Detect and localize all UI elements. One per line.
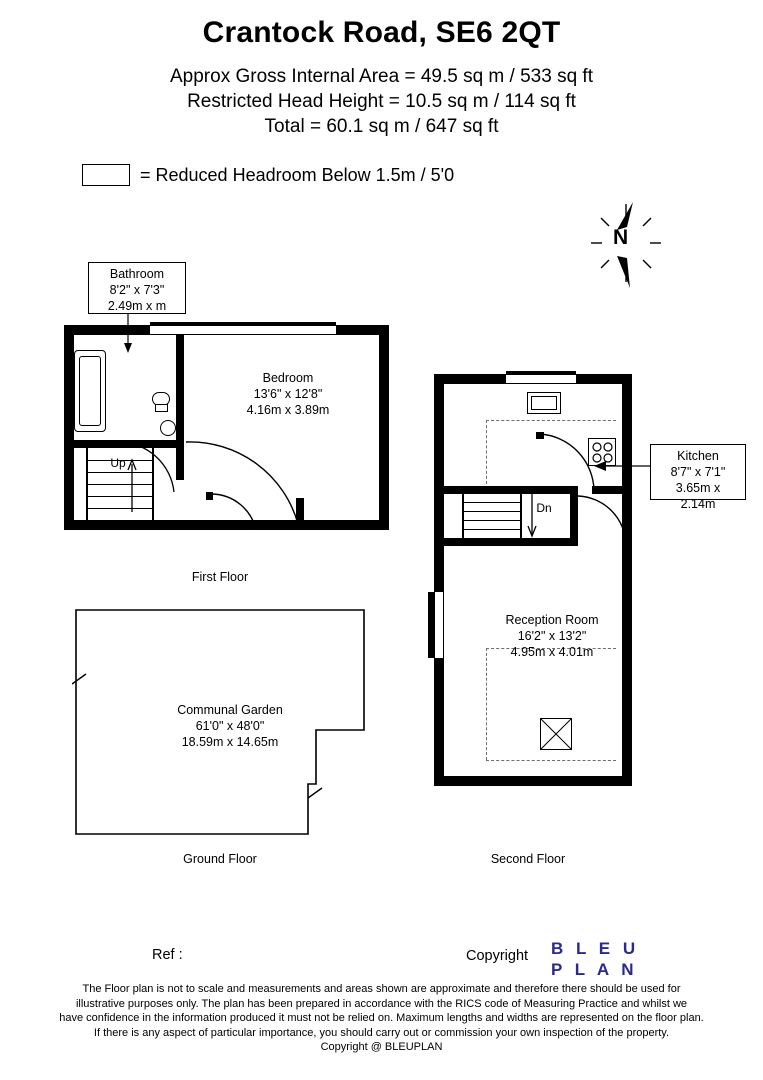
wall2-stair-bottom	[444, 538, 578, 546]
stair-direction-down: Dn	[536, 501, 552, 515]
brand-logo	[551, 938, 639, 980]
entrance-door-swing-icon	[204, 492, 262, 534]
window-bedroom	[150, 325, 336, 335]
caption-second-floor: Second Floor	[490, 852, 566, 866]
room-label-reception	[462, 612, 642, 660]
callout-kitchen	[650, 444, 746, 511]
area-line-total: Total = 60.1 sq m / 647 sq ft	[264, 116, 499, 137]
fireplace-cross-icon	[540, 718, 572, 750]
kitchen-name: Kitchen	[677, 449, 719, 463]
wall2-right	[622, 374, 632, 786]
wall-bedroom-door-jamb	[296, 498, 304, 530]
window-reception	[434, 592, 444, 658]
area-line-restricted: Restricted Head Height = 10.5 sq m / 114 sq ft	[187, 91, 576, 112]
kitchen-units-dash-left	[486, 420, 487, 484]
disclaimer	[0, 982, 763, 1055]
washbasin-fixture	[160, 420, 176, 436]
reception-name: Reception Room	[505, 613, 599, 627]
kitchen-sink-bowl	[531, 396, 557, 410]
brand-line-1: B L E U	[551, 939, 640, 958]
legend	[82, 164, 454, 186]
disclaimer-line-4: If there is any aspect of particular importance, you should carry out or commission your own inspection of the property.	[93, 1026, 670, 1039]
kitchen-metric: 3.65m x 2.14m	[675, 481, 721, 511]
page-title: Crantock Road, SE6 2QT	[202, 16, 561, 49]
disclaimer-line-5: Copyright @ BLEUPLAN	[320, 1041, 443, 1053]
disclaimer-line-2: illustrative purposes only. The plan has been prepared in accordance with the RICS code of Measuring Practice and whilst we	[75, 997, 688, 1010]
ref-label: Ref :	[152, 947, 183, 963]
reception-headroom-dash-bottom	[486, 760, 616, 761]
wall2-left-upper	[434, 374, 444, 500]
bathroom-name: Bathroom	[109, 267, 165, 281]
bathtub-inner	[79, 356, 101, 426]
kitchen-imperial: 8'7" x 7'1"	[670, 465, 726, 479]
bathroom-imperial: 8'2" x 7'3"	[109, 283, 165, 297]
legend-label: = Reduced Headroom Below 1.5m / 5'0	[140, 164, 455, 185]
reception-metric: 4.95m x 4.01m	[510, 645, 594, 659]
bathroom-metric: 2.49m x m	[107, 299, 167, 313]
compass-north-icon	[586, 200, 666, 290]
disclaimer-line-1: The Floor plan is not to scale and measurements and areas shown are approximate and therefore there should be used for	[82, 983, 681, 995]
kitchen-units-dash-top	[486, 420, 616, 421]
copyright-label: Copyright	[466, 948, 529, 964]
reception-headroom-dash-left	[486, 648, 487, 760]
wall2-lobby-top	[592, 486, 622, 494]
wall-left	[64, 325, 74, 530]
area-line-gross: Approx Gross Internal Area = 49.5 sq m / 533 sq ft	[170, 66, 593, 87]
disclaimer-line-3: have confidence in the information produced it must not be relied on. Maximum lengths and widths are represented on the floor plan.	[59, 1012, 704, 1024]
legend-swatch-reduced-headroom	[82, 164, 130, 186]
callout-kitchen-leader	[592, 458, 652, 474]
wall-right	[379, 325, 389, 530]
garden-metric: 18.59m x 14.65m	[181, 735, 279, 749]
callout-bathroom-leader	[120, 313, 144, 357]
bedroom-metric: 4.16m x 3.89m	[246, 403, 330, 417]
wall2-bottom	[434, 776, 632, 786]
reception-door-swing-icon	[576, 494, 630, 548]
wall-bathroom-partition	[176, 335, 184, 445]
toilet-cistern	[155, 404, 168, 412]
room-label-garden	[130, 702, 330, 750]
wall2-stair-top	[444, 486, 578, 494]
area-summary	[0, 64, 763, 139]
room-label-bedroom	[198, 370, 378, 418]
stair-direction-up: Up	[110, 456, 126, 470]
bedroom-name: Bedroom	[262, 371, 314, 385]
window-kitchen	[506, 374, 576, 384]
callout-bathroom	[88, 262, 186, 314]
caption-first-floor: First Floor	[191, 570, 249, 584]
bedroom-imperial: 13'6" x 12'8"	[253, 387, 323, 401]
brand-line-2: P L A N	[551, 960, 638, 979]
garden-imperial: 61'0" x 48'0"	[195, 719, 265, 733]
garden-name: Communal Garden	[177, 703, 283, 717]
reception-imperial: 16'2" x 13'2"	[517, 629, 587, 643]
compass-letter-n: N	[613, 226, 629, 249]
caption-ground-floor: Ground Floor	[183, 852, 257, 866]
